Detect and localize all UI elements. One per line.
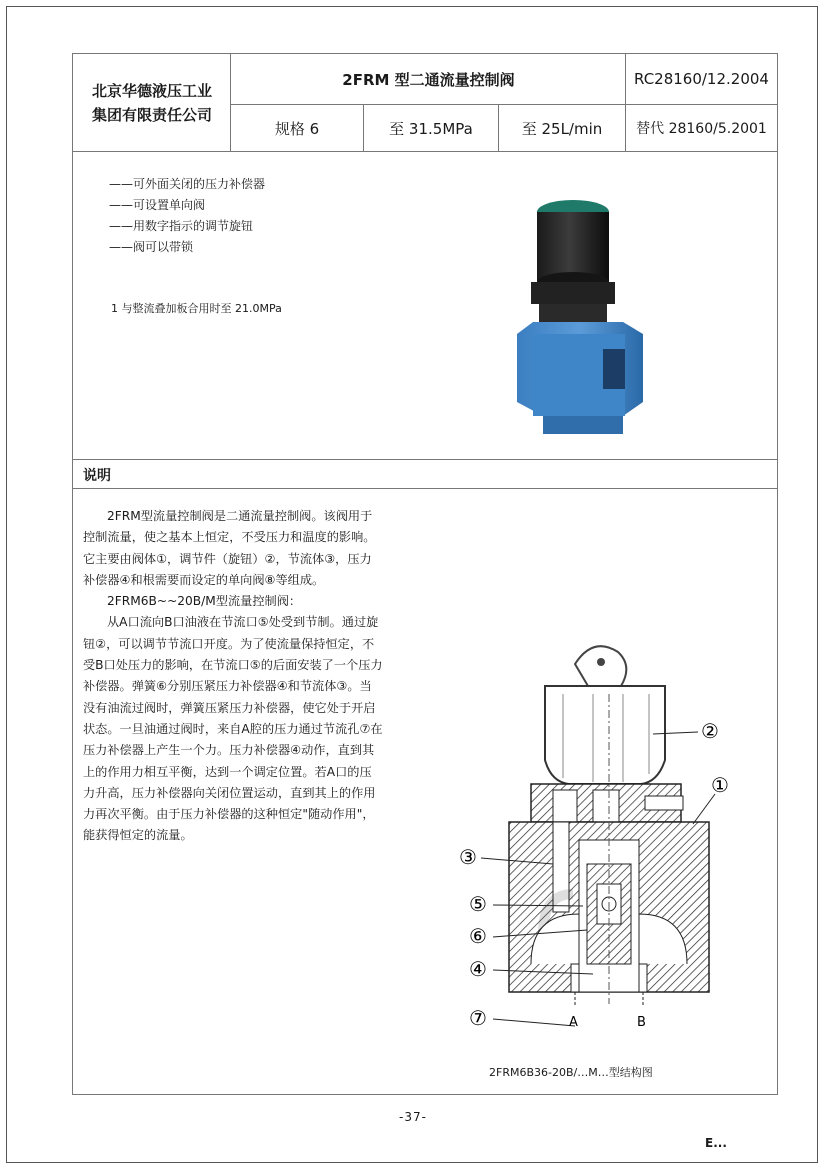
page-number: -37- [399,1110,427,1124]
callout-5: ⑤ [469,892,487,916]
valve-cross-section-diagram [453,634,763,1054]
feature-item: ——阀可以带锁 [109,240,194,254]
document-sheet [72,53,778,1095]
company-name-line2: 集团有限责任公司 [91,106,212,124]
feature-item: ——可外面关闭的压力补偿器 [109,177,266,191]
header-table [73,54,777,152]
footnote: 1 与整流叠加板合用时至 21.0MPa [111,302,282,315]
description-paragraph: 从A口流向B口油液在节流口⑤处受到节制。通过旋钮②，可以调节节流口开度。为了使流量保持恒定，不受B口处压力的影响，在节流口⑤的后面安装了一个压力补偿器。弹簧⑥分别压紧压力补偿器④和节流体③。当没有油流过阀时，弹簧压紧压力补偿器，使它处于开启状态。一旦油通过阀时，来自A腔的压力通过节流孔⑦在压力补偿器上产生一个力。压力补偿器④动作，直到其上的作用力相互平衡，达到一个调定位置。若A口的压力升高，压力补偿器向关闭位置运动，直到其上的作用力再次平衡。由于压力补偿器的这种恒定"随动作用"，能获得恒定的流量。 [83,615,383,843]
callout-7: ⑦ [469,1006,487,1030]
company-name-line1: 北京华德液压工业 [91,82,212,100]
feature-item: ——用数字指示的调节旋钮 [109,219,254,233]
document-title: 2FRM 型二通流量控制阀 [342,70,515,89]
feature-item: ——可设置单向阀 [109,198,206,212]
feature-list [109,174,265,258]
section-header [73,459,777,489]
diagram-caption: 2FRM6B36-20B/…M…型结构图 [489,1066,653,1079]
callout-3: ③ [459,845,477,869]
port-b-label: B [637,1015,646,1030]
spec-size: 规格 6 [274,119,320,138]
replaces-code: 替代 28160/5.2001 [636,121,767,137]
section-title: 说明 [83,468,111,484]
corner-mark: E... [705,1136,727,1150]
spec-flow: 至 25L/min [521,119,603,138]
spec-pressure: 至 31.5MPa [389,119,473,138]
callout-4: ④ [469,957,487,981]
description-text [83,506,383,847]
callout-6: ⑥ [469,924,487,948]
callout-1: ① [711,773,729,797]
port-a-label: A [569,1015,578,1030]
callout-2: ② [701,719,719,743]
company-name [73,54,231,152]
document-code: RC28160/12.2004 [634,70,769,88]
description-paragraph: 2FRM型流量控制阀是二通流量控制阀。该阀用于控制流量，使之基本上恒定，不受压力和温度的影响。它主要由阀体①，调节件（旋钮）②，节流体③，压力补偿器④和根需要而设定的单向阀⑧等组成。 [83,509,376,587]
description-paragraph: 2FRM6B~~20B/M型流量控制阀： [107,594,302,609]
valve-product-photo [503,184,653,444]
